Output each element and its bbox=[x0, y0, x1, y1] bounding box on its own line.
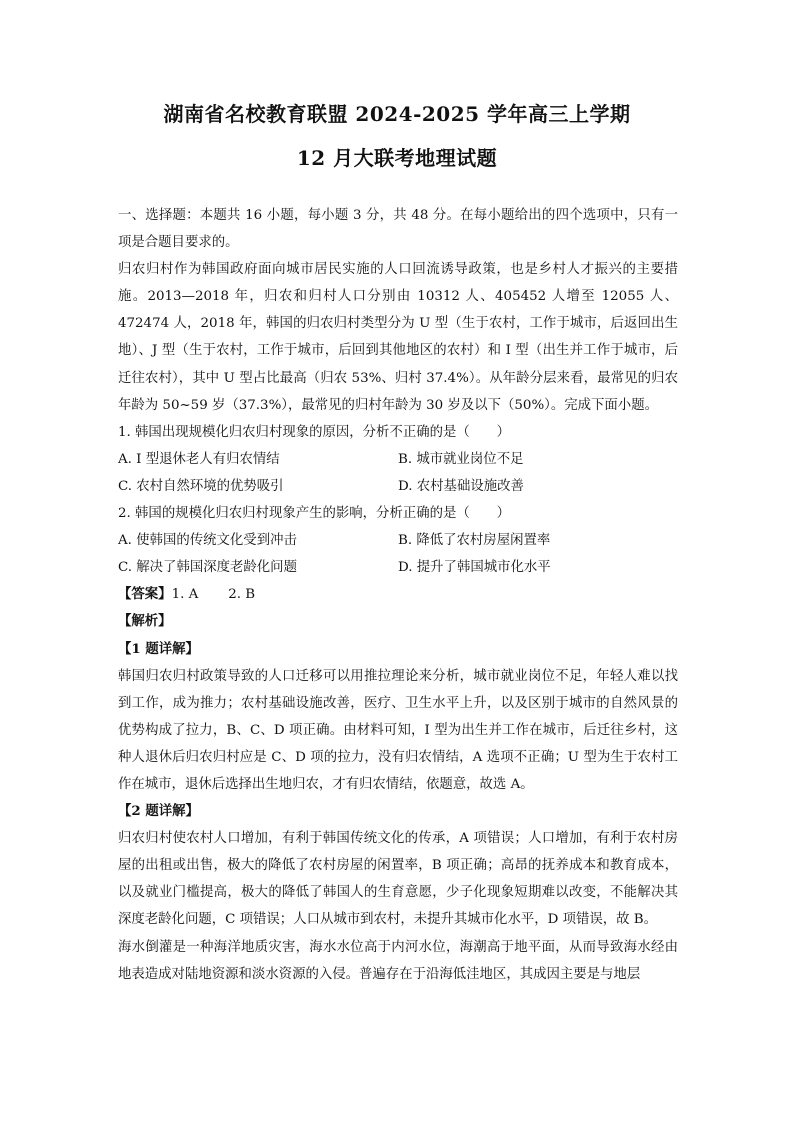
q1-option-a: A. I 型退休老人有归农情结 bbox=[118, 451, 280, 467]
q1-option-c: C. 农村自然环境的优势吸引 bbox=[118, 478, 284, 494]
passage-1: 归农归村作为韩国政府面向城市居民实施的人口回流诱导政策，也是乡村人才振兴的主要措施。2013—2018 年，归农和归村人口分别由 10312 人、405452 人增至 12055 人、472474 人，2018 年，韩国的归农归村类型分为 U 型（生于农村，工作于城市，后返回出生地）、J 型（生于农村，工作于城市，后回到其他地区的农村）和 I 型（出生并工作于城市，后迁往农村），其中 U 型占比最高（归农 53%、归村 37.4%）。从年龄分层来看，最常见的归农年龄为 50~59 岁（37.3%），最常见的归村年龄为 30 岁及以下（50%）。完成下面小题。 bbox=[118, 262, 678, 413]
document-body bbox=[118, 202, 678, 988]
q1-option-d: D. 农村基础设施改善 bbox=[398, 478, 524, 494]
question-2-options-row-2 bbox=[118, 554, 678, 581]
document-title-line2: 12 月大联考地理试题 bbox=[296, 146, 498, 170]
detail-2-text: 归农归村使农村人口增加，有利于韩国传统文化的传承，A 项错误；人口增加，有利于农村房屋的出租或出售，极大的降低了农村房屋的闲置率，B 项正确；高昂的抚养成本和教育成本，以及就业门槛提高，极大的降低了韩国人的生育意愿，少子化现象短期难以改变，不能解决其深度老龄化问题，C 项错误；人口从城市到农村，未提升其城市化水平，D 项错误，故 B。 bbox=[118, 831, 678, 928]
detail-2-label: 【2 题详解】 bbox=[118, 803, 199, 820]
section-instructions: 一、选择题：本题共 16 小题，每小题 3 分，共 48 分。在每小题给出的四个选项中，只有一项是合题目要求的。 bbox=[118, 208, 678, 251]
document-title-line1: 湖南省名校教育联盟 2024-2025 学年高三上学期 bbox=[163, 102, 631, 126]
answer-label: 【答案】 bbox=[118, 586, 172, 603]
question-1-stem: 1. 韩国出现规模化归农归村现象的原因，分析不正确的是（ ） bbox=[118, 424, 510, 440]
q1-option-b: B. 城市就业岗位不足 bbox=[398, 451, 524, 467]
question-2-stem: 2. 韩国的规模化归农归村现象产生的影响，分析正确的是（ ） bbox=[118, 506, 510, 522]
question-1-options-row-2 bbox=[118, 473, 678, 500]
passage-2: 海水倒灌是一种海洋地质灾害，海水水位高于内河水位，海潮高于地平面，从而导致海水经由地表造成对陆地资源和淡水资源的入侵。普遍存在于沿海低洼地区，其成因主要是与地层 bbox=[118, 939, 678, 982]
q2-option-a: A. 使韩国的传统文化受到冲击 bbox=[118, 533, 297, 549]
answer-q1: 1. A bbox=[171, 587, 199, 603]
detail-1-label: 【1 题详解】 bbox=[118, 640, 199, 657]
q2-option-c: C. 解决了韩国深度老龄化问题 bbox=[118, 560, 297, 576]
question-2-options-row-1 bbox=[118, 527, 678, 554]
answer-line bbox=[118, 581, 678, 608]
q2-option-d: D. 提升了韩国城市化水平 bbox=[398, 560, 551, 576]
analysis-label: 【解析】 bbox=[118, 613, 172, 630]
answer-q2: 2. B bbox=[228, 587, 256, 603]
detail-1-text: 韩国归农归村政策导致的人口迁移可以用推拉理论来分析，城市就业岗位不足，年轻人难以找到工作，成为推力；农村基础设施改善，医疗、卫生水平上升，以及区别于城市的自然风景的优势构成了拉力，B、C、D 项正确。由材料可知，I 型为出生并工作在城市，后迁往乡村，这种人退休后归农归村应是 C、D 项的拉力，没有归农情结，A 选项不正确；U 型为生于农村工作在城市，退休后选择出生地归农，才有归农情结，依题意，故选 A。 bbox=[118, 668, 678, 792]
question-1-options-row-1 bbox=[118, 446, 678, 473]
q2-option-b: B. 降低了农村房屋闲置率 bbox=[398, 533, 551, 549]
